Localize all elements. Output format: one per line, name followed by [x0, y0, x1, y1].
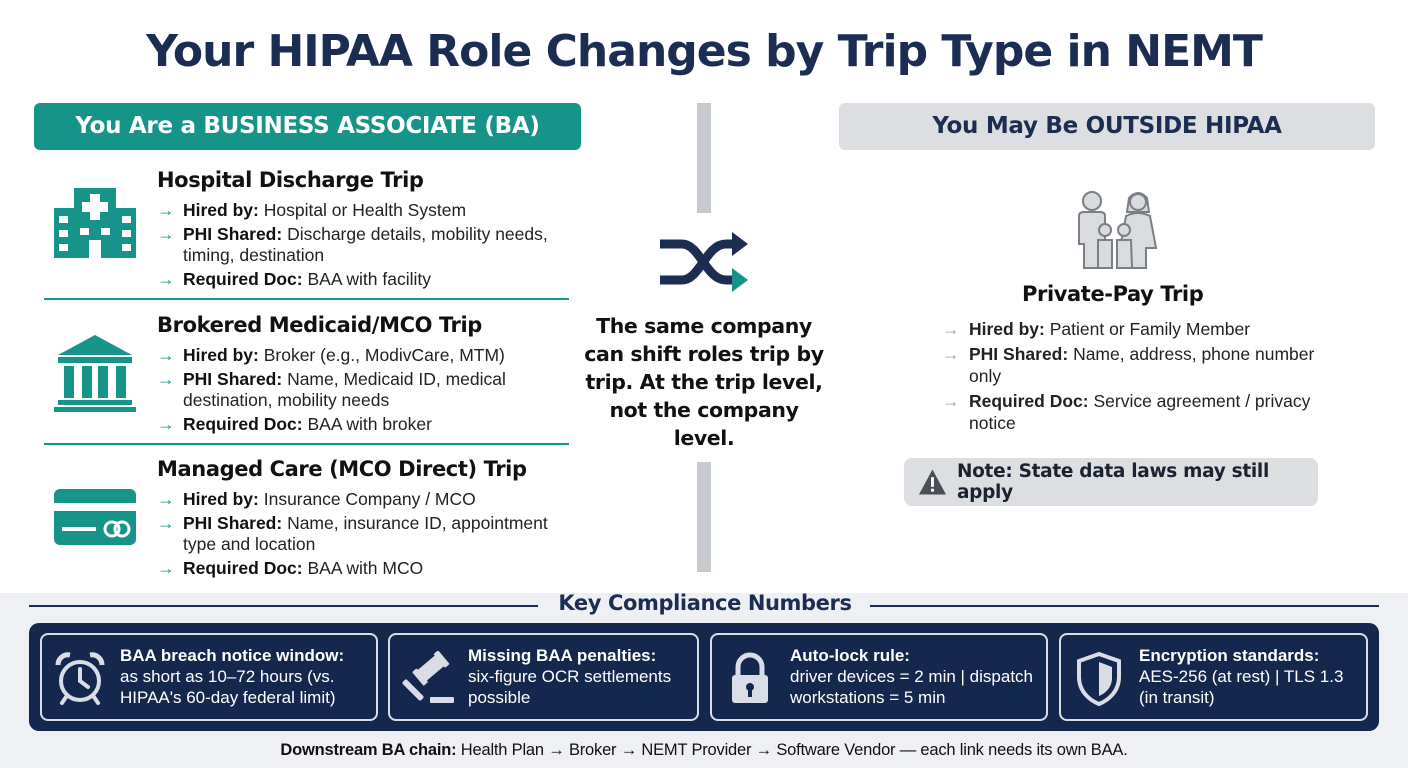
private-pay-list [942, 318, 1322, 437]
list-item: → PHI Shared: Name, Medicaid ID, medical destination, mobility needs [157, 369, 506, 410]
divider-line [44, 298, 569, 300]
list-item: → Required Doc: Service agreement / privacy notice [942, 391, 1311, 433]
state-laws-note [904, 458, 1318, 506]
padlock-icon [724, 651, 776, 712]
title-rule-right [870, 605, 1379, 607]
insurance-card-icon [52, 487, 138, 554]
footer-chain: Downstream BA chain: Health Plan → Broker → NEMT Provider → Software Vendor — each link needs its own BAA. [280, 741, 1128, 759]
list-item: → Required Doc: BAA with MCO [157, 558, 424, 578]
list-item: → Hired by: Patient or Family Member [942, 319, 1251, 339]
list-item: → PHI Shared: Name, insurance ID, appointment type and location [157, 513, 548, 554]
title-rule-left [29, 605, 538, 607]
trip-hospital-discharge [44, 168, 574, 293]
card-text: driver devices = 2 min | dispatch workstations = 5 min [790, 667, 1033, 707]
alarm-clock-icon [54, 651, 106, 710]
key-numbers-title: Key Compliance Numbers [558, 591, 852, 615]
card-title: Missing BAA penalties: [468, 646, 657, 665]
key-number-card [40, 633, 378, 721]
note-text: Note: State data laws may still apply [956, 461, 1269, 503]
card-title: Encryption standards: [1139, 646, 1320, 665]
gavel-icon [402, 651, 456, 710]
card-title: BAA breach notice window: [120, 646, 345, 665]
list-item: → Required Doc: BAA with broker [157, 414, 432, 434]
business-associate-header: You Are a BUSINESS ASSOCIATE (BA) [34, 103, 581, 150]
card-text: as short as 10–72 hours (vs. HIPAA's 60-day federal limit) [120, 667, 336, 707]
trip-title: Brokered Medicaid/MCO Trip [157, 313, 482, 337]
center-message: The same company can shift roles trip by trip. At the trip level, not the company level. [584, 314, 824, 450]
card-title: Auto-lock rule: [790, 646, 910, 665]
trip-title: Hospital Discharge Trip [157, 168, 424, 192]
list-item: → PHI Shared: Discharge details, mobility needs, timing, destination [157, 224, 548, 265]
trip-brokered-medicaid [44, 313, 574, 438]
family-icon [1072, 188, 1160, 277]
trip-managed-care [44, 457, 574, 582]
list-item: → Hired by: Hospital or Health System [157, 200, 467, 220]
divider-top [697, 103, 711, 213]
outside-hipaa-header: You May Be OUTSIDE HIPAA [839, 103, 1375, 150]
divider-bottom [697, 462, 711, 572]
warning-icon [918, 468, 947, 496]
list-item: → PHI Shared: Name, address, phone number only [942, 344, 1315, 386]
private-pay-title: Private-Pay Trip [1022, 282, 1204, 306]
divider-line [44, 443, 569, 445]
key-number-card [710, 633, 1048, 721]
hospital-icon [52, 186, 138, 265]
shield-icon [1073, 651, 1125, 712]
government-building-icon [52, 333, 138, 418]
trip-title: Managed Care (MCO Direct) Trip [157, 457, 527, 481]
list-item: → Hired by: Broker (e.g., ModivCare, MTM) [157, 345, 505, 365]
shuffle-icon [656, 224, 752, 305]
key-number-card [388, 633, 699, 721]
card-text: AES-256 (at rest) | TLS 1.3 (in transit) [1139, 667, 1344, 707]
card-text: six-figure OCR settlements possible [468, 667, 672, 707]
list-item: → Hired by: Insurance Company / MCO [157, 489, 476, 509]
page-title: Your HIPAA Role Changes by Trip Type in NEMT [146, 26, 1262, 77]
list-item: → Required Doc: BAA with facility [157, 269, 431, 289]
key-number-card [1059, 633, 1368, 721]
